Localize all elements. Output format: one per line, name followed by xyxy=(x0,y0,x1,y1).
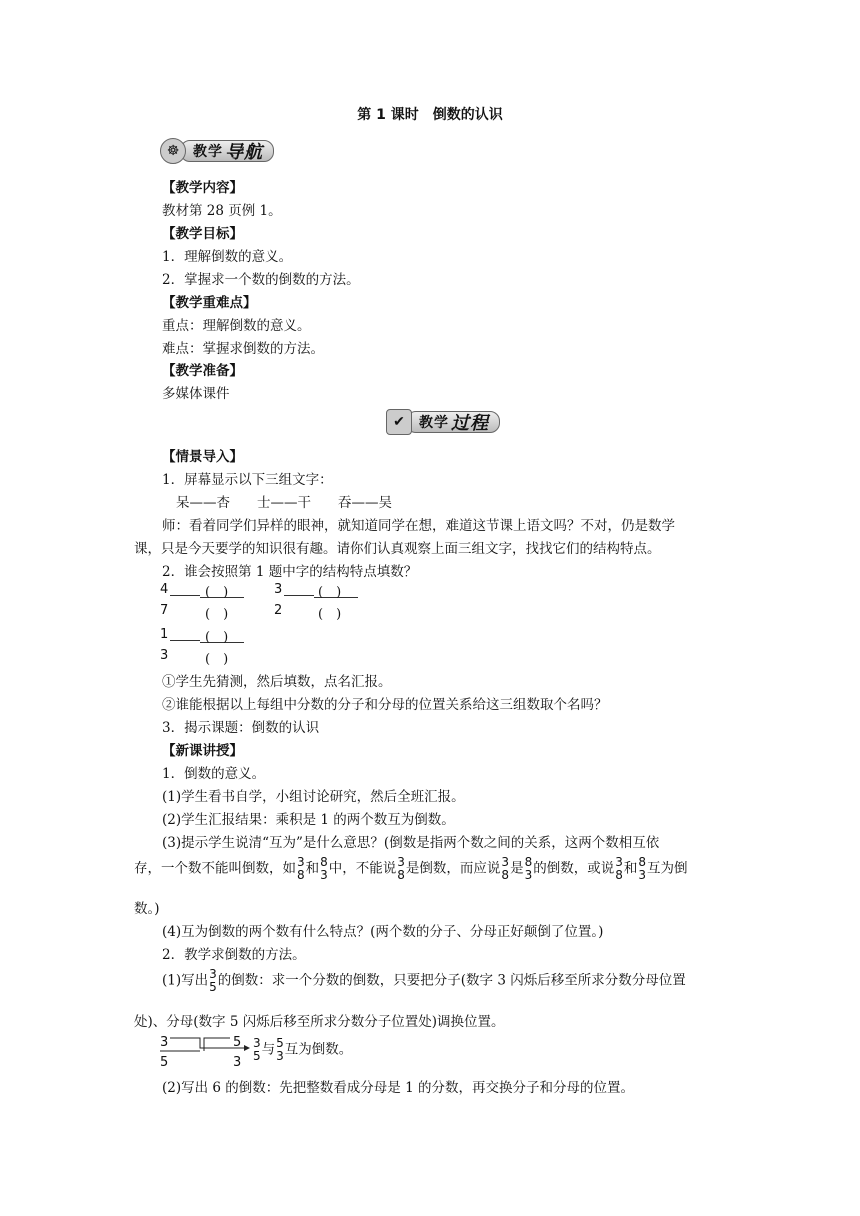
numerator: 4 xyxy=(160,582,169,597)
text-line: 教材第 28 页例 1。 xyxy=(162,203,282,219)
numerator: 3 xyxy=(297,855,305,869)
denominator: 2 xyxy=(274,603,283,618)
blank-paren[interactable]: ( ) xyxy=(205,630,229,645)
text-segment: 是倒数，而应说 xyxy=(405,860,501,877)
text-segment: 互为倒 xyxy=(646,860,688,877)
text-line-with-fractions xyxy=(252,1037,352,1063)
text-line: ②谁能根据以上每组中分数的分子和分母的位置关系给这三组数取个名吗？ xyxy=(162,697,608,713)
section-banner-guide xyxy=(160,138,274,164)
text-segment: 和 xyxy=(305,860,320,877)
text-line: 难点：掌握求倒数的方法。 xyxy=(162,341,324,357)
text-line: 课，只是今天要学的知识很有趣。请你们认真观察上面三组文字，找找它们的结构特点。 xyxy=(134,541,661,557)
numerator: 3 xyxy=(274,582,283,597)
denominator: 8 xyxy=(615,868,623,882)
text-line: 1．理解倒数的意义。 xyxy=(162,249,293,265)
fraction-bar xyxy=(170,595,200,596)
fraction-bar xyxy=(284,595,314,596)
text-segment: 和 xyxy=(623,860,638,877)
text-line: 3．揭示课题：倒数的认识 xyxy=(162,720,320,736)
numerator: 8 xyxy=(524,855,533,869)
text-line: 多媒体课件 xyxy=(162,386,230,402)
fraction xyxy=(525,856,533,882)
fraction xyxy=(397,856,405,882)
denominator: 8 xyxy=(297,868,305,882)
numerator: 1 xyxy=(160,627,169,642)
banner-label-emphasis: 导航 xyxy=(225,142,263,163)
text-line: ①学生先猜测，然后填数，点名汇报。 xyxy=(162,674,392,690)
numerator: 3 xyxy=(615,855,623,869)
numerator: 8 xyxy=(320,855,328,869)
text-line: 1．倒数的意义。 xyxy=(162,766,266,782)
text-line-with-fractions xyxy=(162,968,686,994)
fraction xyxy=(615,856,623,882)
text-segment: 的倒数：求一个分数的倒数，只要把分子(数字 3 闪烁后移至所求分数分母位置 xyxy=(217,972,686,989)
text-line: (4)互为倒数的两个数有什么特点？(两个数的分子、分母正好颠倒了位置。) xyxy=(162,924,604,940)
denominator: 3 xyxy=(233,1055,242,1070)
numerator: 5 xyxy=(276,1036,284,1050)
denominator: 5 xyxy=(253,1049,261,1063)
blank-paren[interactable]: ( ) xyxy=(318,585,342,600)
numerator: 3 xyxy=(253,1036,261,1050)
denominator: 3 xyxy=(524,868,533,882)
text-line: 处)、分母(数字 5 闪烁后移至所求分数分子位置处)调换位置。 xyxy=(134,1014,505,1030)
text-line: 2．掌握求一个数的倒数的方法。 xyxy=(162,272,360,288)
text-segment: 中，不能说 xyxy=(328,860,397,877)
denominator: 3 xyxy=(160,648,169,663)
text-line: (1)学生看书自学，小组讨论研究，然后全班汇报。 xyxy=(162,789,465,805)
section-banner-process xyxy=(386,409,500,435)
heading-content: 【教学内容】 xyxy=(162,180,243,196)
denominator: 5 xyxy=(160,1055,169,1070)
blank-paren[interactable]: ( ) xyxy=(205,585,229,600)
fraction xyxy=(501,856,509,882)
fraction xyxy=(297,856,305,882)
text-line: (2)写出 6 的倒数：先把整数看成分母是 1 的分数，再交换分子和分母的位置。 xyxy=(162,1080,634,1096)
page-title: 第 1 课时 倒数的认识 xyxy=(357,107,503,123)
text-segment: 的倒数，或说 xyxy=(533,860,615,877)
numerator: 3 xyxy=(501,855,510,869)
banner-label: 教学 xyxy=(193,144,223,160)
text-line: (3)提示学生说清“互为”是什么意思？(倒数是指两个数之间的关系，这两个数相互依 xyxy=(162,835,660,851)
text-segment: (1)写出 xyxy=(162,972,209,989)
text-segment: 与 xyxy=(261,1041,276,1058)
fraction xyxy=(253,1037,261,1063)
denominator: 3 xyxy=(276,1049,284,1063)
text-line-with-fractions xyxy=(134,856,687,882)
fraction-bar xyxy=(170,640,200,641)
heading-goal: 【教学目标】 xyxy=(162,226,243,242)
text-line: 2．教学求倒数的方法。 xyxy=(162,947,306,963)
heading-prep: 【教学准备】 xyxy=(162,363,243,379)
text-segment: 存，一个数不能叫倒数，如 xyxy=(134,860,296,877)
heading-intro: 【情景导入】 xyxy=(162,449,243,465)
fraction xyxy=(320,856,328,882)
denominator: 5 xyxy=(209,980,217,994)
numerator: 3 xyxy=(209,967,217,981)
text-line: 师：看着同学们异样的眼神，就知道同学在想，难道这节课上语文吗？不对，仍是数学 xyxy=(162,518,675,534)
denominator: 3 xyxy=(638,868,646,882)
text-line: (2)学生汇报结果：乘积是 1 的两个数互为倒数。 xyxy=(162,812,455,828)
checkmark-chart-icon: ✔ xyxy=(386,409,412,435)
numerator: 3 xyxy=(397,855,405,869)
numerator: 3 xyxy=(160,1035,169,1050)
denominator: 8 xyxy=(501,868,510,882)
text-segment: 互为倒数。 xyxy=(284,1041,353,1058)
word-groups: 呆——杏 士——干 吞——吴 xyxy=(176,495,392,511)
heading-key: 【教学重难点】 xyxy=(162,295,257,311)
banner-label: 教学 xyxy=(419,415,449,431)
numerator: 8 xyxy=(638,855,646,869)
banner-label-emphasis: 过程 xyxy=(451,413,489,434)
text-line: 重点：理解倒数的意义。 xyxy=(162,318,311,334)
text-segment: 是 xyxy=(510,860,524,877)
heading-new: 【新课讲授】 xyxy=(162,743,243,759)
blank-paren[interactable]: ( ) xyxy=(205,652,229,667)
denominator: 7 xyxy=(160,603,169,618)
fraction xyxy=(276,1037,284,1063)
denominator: 3 xyxy=(320,868,328,882)
ship-wheel-icon: ☸ xyxy=(160,138,186,164)
text-line: 数。) xyxy=(134,901,160,917)
denominator: 8 xyxy=(397,868,405,882)
blank-paren[interactable]: ( ) xyxy=(318,607,342,622)
text-line: 1．屏幕显示以下三组文字： xyxy=(162,472,333,488)
fraction xyxy=(638,856,646,882)
fraction xyxy=(209,968,217,994)
text-line: 2．谁会按照第 1 题中字的结构特点填数？ xyxy=(162,564,418,580)
numerator: 5 xyxy=(233,1035,242,1050)
blank-paren[interactable]: ( ) xyxy=(205,607,229,622)
